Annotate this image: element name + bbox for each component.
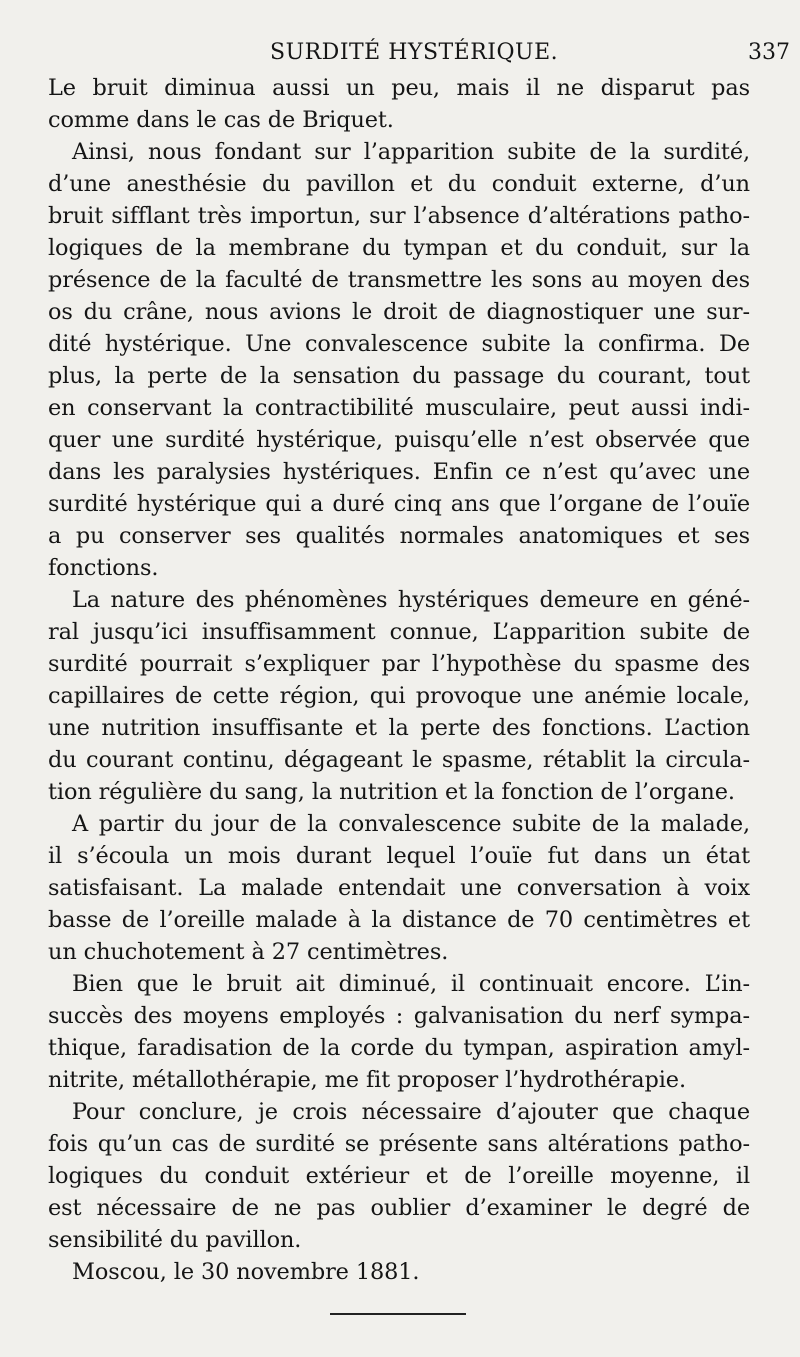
text-line: thique, faradisation de la corde du tympan, aspiration amyl- — [48, 1035, 750, 1061]
text-line: Pour conclure, je crois nécessaire d’ajouter que chaque — [72, 1099, 750, 1125]
text-line: a pu conserver ses qualités normales anatomiques et ses — [48, 523, 750, 549]
text-line: sensibilité du pavillon. — [48, 1227, 302, 1253]
text-line: en conservant la contractibilité musculaire, peut aussi indi- — [48, 395, 750, 421]
closing-rule — [330, 1313, 466, 1315]
text-line: satisfaisant. La malade entendait une conversation à voix — [48, 875, 750, 901]
page-number: 337 — [748, 40, 790, 65]
running-title: SURDITÉ HYSTÉRIQUE. — [270, 40, 559, 65]
text-line: dans les paralysies hystériques. Enfin ce n’est qu’avec une — [48, 459, 750, 485]
text-line: du courant continu, dégageant le spasme, rétablit la circula- — [48, 747, 750, 773]
text-line: nitrite, métallothérapie, me fit proposer l’hydrothérapie. — [48, 1067, 686, 1093]
text-line: bruit sifflant très importun, sur l’absence d’altérations patho- — [48, 203, 750, 229]
text-line: un chuchotement à 27 centimètres. — [48, 939, 449, 965]
text-line: comme dans le cas de Briquet. — [48, 107, 394, 133]
text-line: quer une surdité hystérique, puisqu’elle n’est observée que — [48, 427, 750, 453]
text-line: surdité pourrait s’expliquer par l’hypothèse du spasme des — [48, 651, 750, 677]
text-line: capillaires de cette région, qui provoque une anémie locale, — [48, 683, 750, 709]
text-line: d’une anesthésie du pavillon et du conduit externe, d’un — [48, 171, 750, 197]
text-line: ral jusqu’ici insuffisamment connue, L’apparition subite de — [48, 619, 750, 645]
text-line: La nature des phénomènes hystériques demeure en géné- — [72, 587, 750, 613]
text-line: surdité hystérique qui a duré cinq ans que l’organe de l’ouïe — [48, 491, 750, 517]
text-line: plus, la perte de la sensation du passage du courant, tout — [48, 363, 750, 389]
text-line: présence de la faculté de transmettre les sons au moyen des — [48, 267, 750, 293]
text-line: tion régulière du sang, la nutrition et la fonction de l’organe. — [48, 779, 735, 805]
text-line: Le bruit diminua aussi un peu, mais il ne disparut pas — [48, 75, 750, 101]
page-header — [48, 40, 790, 74]
text-line: Bien que le bruit ait diminué, il continuait encore. L’in- — [72, 971, 750, 997]
text-line: fonctions. — [48, 555, 159, 581]
text-line: logiques de la membrane du tympan et du conduit, sur la — [48, 235, 750, 261]
text-line: il s’écoula un mois durant lequel l’ouïe fut dans un état — [48, 843, 750, 869]
text-line: basse de l’oreille malade à la distance de 70 centimètres et — [48, 907, 750, 933]
text-line: fois qu’un cas de surdité se présente sans altérations patho- — [48, 1131, 750, 1157]
body-text — [48, 72, 750, 1288]
text-line: logiques du conduit extérieur et de l’oreille moyenne, il — [48, 1163, 750, 1189]
text-line: Ainsi, nous fondant sur l’apparition subite de la surdité, — [72, 139, 750, 165]
text-line: Moscou, le 30 novembre 1881. — [72, 1259, 420, 1285]
text-line: succès des moyens employés : galvanisation du nerf sympa- — [48, 1003, 750, 1029]
text-line: une nutrition insuffisante et la perte des fonctions. L’action — [48, 715, 750, 741]
text-line: A partir du jour de la convalescence subite de la malade, — [72, 811, 750, 837]
text-line: os du crâne, nous avions le droit de diagnostiquer une sur- — [48, 299, 750, 325]
text-line: est nécessaire de ne pas oublier d’examiner le degré de — [48, 1195, 750, 1221]
text-line: dité hystérique. Une convalescence subite la confirma. De — [48, 331, 750, 357]
